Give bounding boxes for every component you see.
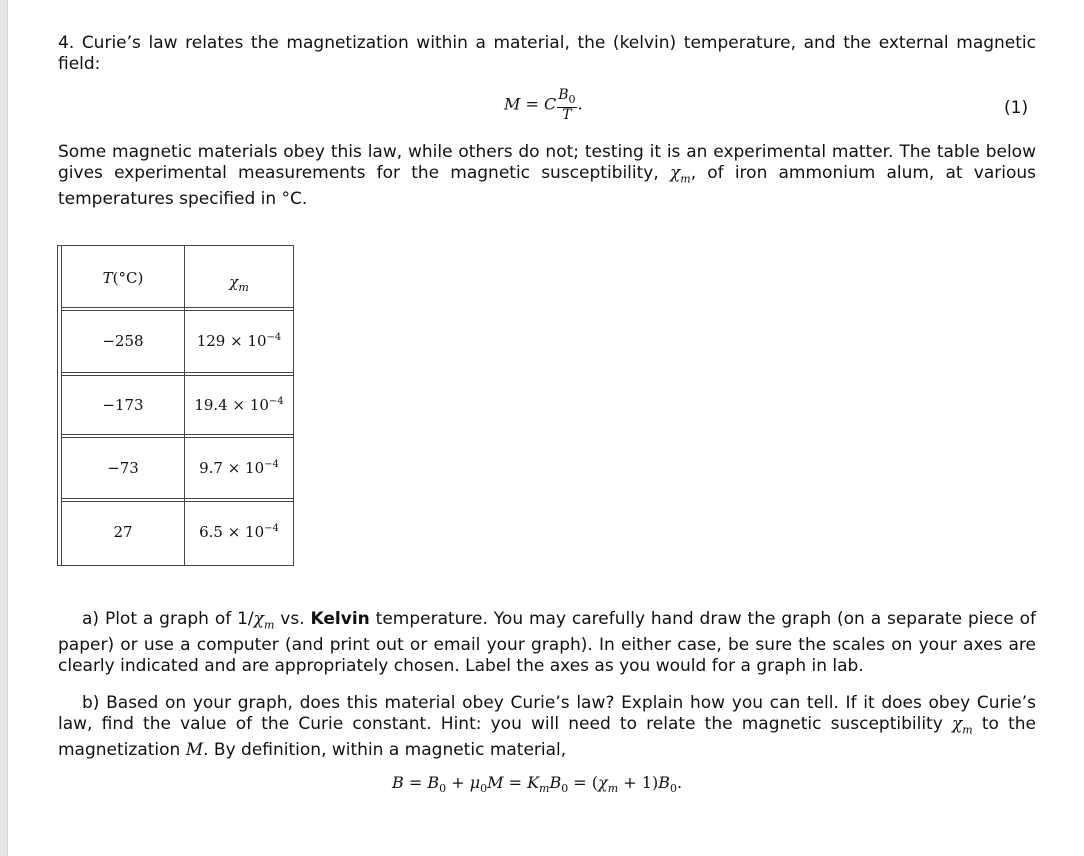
part-b-text: b) Based on your graph, does this material obey Curie’s law? Explain how you can tell. If it does obey Curie’s law, find the value of the Curie constant. Hint: you will need to relate the magnetic susceptibility $\chi_m$ to the magnetization M. By definition, within a magnetic material, — [58, 693, 1036, 761]
susceptibility-table — [57, 245, 294, 566]
table-cell-chi: $129 \times 10^{-4}$ — [196, 332, 282, 350]
table-cell-temp: −73 — [107, 459, 139, 477]
equation-number: (1) — [1004, 98, 1029, 118]
header-temperature: T(°C) — [102, 269, 144, 287]
table-cell-temp: −173 — [102, 396, 144, 414]
left-page-edge — [0, 0, 8, 856]
table-cell-chi: $19.4 \times 10^{-4}$ — [194, 396, 284, 414]
table-cell-temp: −258 — [102, 332, 144, 350]
magnetic-field-equation: $B = B_0 + \mu_0M = K_mB_0 = (\chi_m + 1)B_0$. — [392, 773, 683, 796]
header-chi-m: $\chi_m$ — [229, 273, 249, 294]
curie-law-equation: M = C $\frac{B_0}{T}$ . — [504, 87, 583, 123]
chi-m-symbol: $\chi_m$ — [669, 163, 691, 186]
part-a-text: a) Plot a graph of $1/\chi_m$ vs. Kelvin temperature. You may carefully hand draw the graph (on a separate piece of paper) or use a computer (and print out or email your graph). In either case, be sure the scales on your axes are clearly indicated and are appropriately chosen. Label the axes as you would for a graph in lab. — [58, 609, 1036, 677]
table-cell-chi: $6.5 \times 10^{-4}$ — [199, 523, 279, 541]
table-cell-chi: $9.7 \times 10^{-4}$ — [199, 459, 279, 477]
table-cell-temp: 27 — [113, 523, 133, 541]
problem-intro: Some magnetic materials obey this law, while others do not; testing it is an experimental matter. The table below gives experimental measurements for the magnetic susceptibility, $\chi_m$, of iron ammonium alum, at various temperatures specified in °C. — [58, 142, 1036, 210]
problem-heading: 4. Curie’s law relates the magnetization within a material, the (kelvin) temperature, and the external magnetic field: — [58, 33, 1036, 74]
